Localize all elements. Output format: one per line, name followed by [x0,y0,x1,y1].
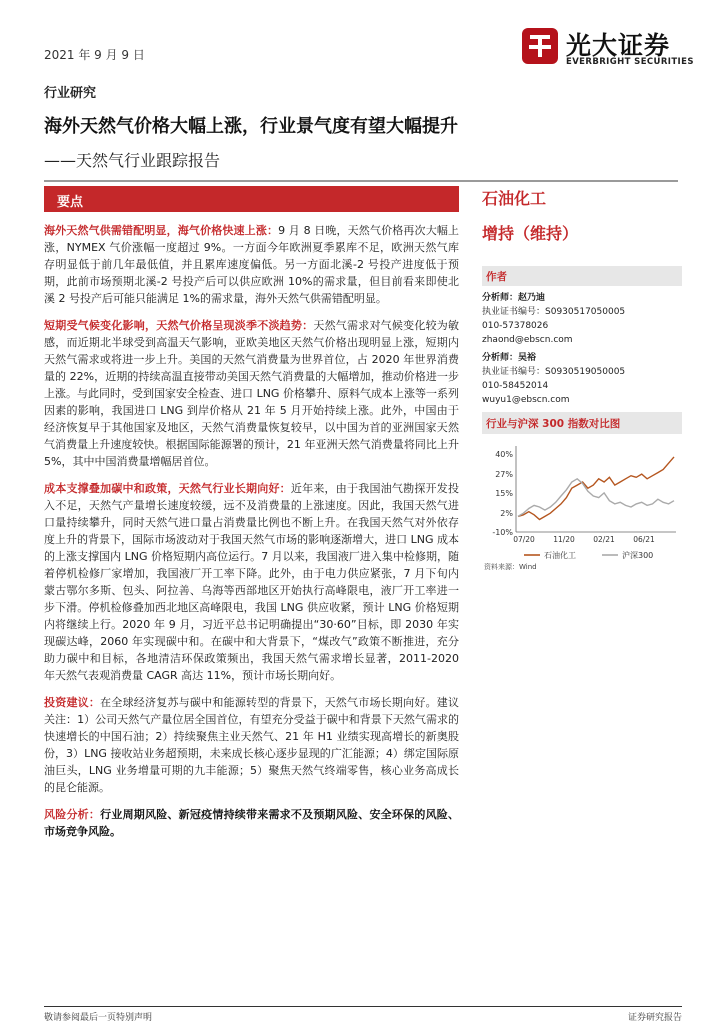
analyst-cert: 执业证书编号：S0930519050005 [482,367,626,377]
header-divider [44,180,678,182]
paragraph-text: 近年来，由于我国油气勘探开发投入不足，天然气产量增长速度较缓，远不及消费量的上涨速度。因此，我国天然气进口量持续攀升，同时天然气进口量占消费量比例也不断上升。在我国天然气对外依存度上升的背景下，国际市场波动对于我国天然气市场的影响逐渐增大，进口 LNG 成本的上涨支撑国内 LNG 价格短期内高位运行。7 月以来，我国液厂进入集中检修期，随着停机检修厂家增加，我国液厂开工率下降。此外，由于电力供应紧张，7 月下旬内蒙古鄂尔多斯、包头、阿拉善、乌海等西部地区开始执行高峰限电，液厂开工率进一步下滑。停机检修叠加西北地区高峰限电，我国 LNG 供应收紧，预计 LNG 价格短期内将继续上行。2020 年 9 月，习近平总书记明确提出“30·60”目标，即 2030 年实现碳达峰，2060 年实现碳中和。在碳中和大背景下，“煤改气”政策不断推进，充分助力碳中和目标，各地清洁环保政策频出，我国天然气需求增长显著，2011-2020 年天然气表观消费量 CAGR 高达 11%，预计市场长期向好。 [44,482,460,682]
paragraph-text: 天然气需求对气候变化较为敏感，而近期北半球受到高温天气影响，亚欧美地区天然气价格出现明显上涨，短期内天然气需求或将进一步上升。美国的天然气消费量为世界首位，占 2020 年世界消费量的 22%，近期的持续高温直接带动美国天然气消费量的大幅增加，推动价格进一步上涨。与此同时，受到国家安全检查、进口 LNG 价格攀升、原料气成本上涨等一系列因素的影响，我国进口 LNG 到岸价格从 21 年 5 月开始持续上涨。此外，中国由于经济恢复早于其他国家及地区，天然气消费量恢复较早，以中国为首的亚洲国家天然气消费量上升速度较快。根据国际能源署的预计，21 年亚洲天然气消费量将同比上升 5%，其中中国消费量增幅居首位。 [44,319,460,468]
analyst-label: 分析师： [482,353,519,363]
footer-divider [44,1006,682,1007]
chart-source: 资料来源：Wind [484,563,537,571]
paragraph-text: 在全球经济复苏与碳中和能源转型的背景下，天然气市场长期向好。建议关注：1）公司天然气产量位居全国首位，有望充分受益于碳中和背景下天然气需求的快速增长的中国石油；2）持续聚焦主业天然气、21 年 H1 业绩实现高增长的新奥股份，3）LNG 接收站业务超预期，未来成长核心逐步显现的广汇能源；4）绑定国际原油巨头，LNG 业务增量可期的九丰能源；5）聚焦天然气终端零售，核心业务高成长的昆仑能源。 [44,696,460,794]
legend-label: 沪深300 [622,551,654,560]
chart-header [482,412,682,434]
brand-logo [522,26,694,72]
footer-label: 证券研究报告 [627,1013,682,1023]
chart-title: 行业与沪深 300 指数对比图 [486,418,621,430]
legend-label: 石油化工 [544,551,576,560]
analyst-phone: 010-57378026 [482,321,549,331]
rating: 增持（维持） [482,224,579,243]
paragraph-lead: 风险分析： [44,808,101,821]
report-category: 行业研究 [44,86,97,101]
analyst-email[interactable]: wuyu1@ebscn.com [482,395,570,405]
industry-vs-csi300-chart [482,436,682,576]
paragraph-lead: 海外天然气供需错配明显，海气价格快速上涨： [44,224,279,237]
paragraph [44,317,459,470]
paragraph [44,480,459,684]
key-points-heading: 要点 [57,195,84,210]
footer-disclaimer: 敬请参阅最后一页特别声明 [44,1013,153,1023]
authors-heading: 作者 [486,271,507,283]
key-points-header [44,186,459,212]
x-tick-label: 02/21 [593,535,615,544]
report-date: 2021 年 9 月 9 日 [44,48,145,62]
sidebar [482,186,682,407]
paragraph [44,806,459,840]
sector-name: 石油化工 [482,189,547,208]
paragraph [44,222,459,307]
y-tick-label: 27% [495,470,513,480]
y-tick-label: 40% [495,449,513,459]
analyst-label: 分析师： [482,293,519,303]
analyst-email[interactable]: zhaond@ebscn.com [482,335,573,345]
report-subtitle: ——天然气行业跟踪报告 [44,151,221,170]
y-tick-label: -10% [492,528,513,537]
y-tick-label: 2% [500,509,513,519]
paragraph-lead: 成本支撑叠加碳中和政策，天然气行业长期向好： [44,482,291,495]
x-tick-label: 06/21 [633,535,655,544]
analyst-block [482,351,682,407]
analyst-name: 赵乃迪 [518,293,546,303]
analyst-name: 吴裕 [518,353,537,363]
series-line [518,457,674,520]
series-line [518,479,674,517]
analyst-block [482,291,682,347]
brand-name-en: EVERBRIGHT SECURITIES [566,57,694,67]
analyst-phone: 010-58452014 [482,381,549,391]
paragraph-text: 9 月 8 日晚，天然气价格再次大幅上涨，NYMEX 气价涨幅一度超过 9%。一方面今年欧洲夏季累库不足，欧洲天然气库存明显低于前几年最低值，并且累库速度偏低。另一方面北溪-2 号投产进度低于预期，此前市场预期北溪-2 号投产后可以供应欧洲 10%的需求量，但目前看来即使北溪 2 号投产后可能只能满足 1%的需求量，海外天然气供需错配明显。 [44,224,459,305]
x-tick-label: 07/20 [513,535,535,544]
authors-header [482,266,682,286]
logo-mark-icon [522,28,558,64]
paragraph-text: 行业周期风险、新冠疫情持续带来需求不及预期风险、安全环保的风险、市场竞争风险。 [44,808,460,838]
brand-name: 光大证券 [566,31,671,60]
y-tick-label: 15% [495,488,513,498]
paragraph-lead: 短期受气候变化影响，天然气价格呈现淡季不淡趋势： [44,319,314,332]
paragraph [44,694,459,796]
x-tick-label: 11/20 [553,535,575,544]
paragraph-lead: 投资建议： [44,696,101,709]
report-title: 海外天然气价格大幅上涨，行业景气度有望大幅提升 [44,116,458,137]
key-points-body [44,222,459,850]
analyst-cert: 执业证书编号：S0930517050005 [482,307,626,317]
